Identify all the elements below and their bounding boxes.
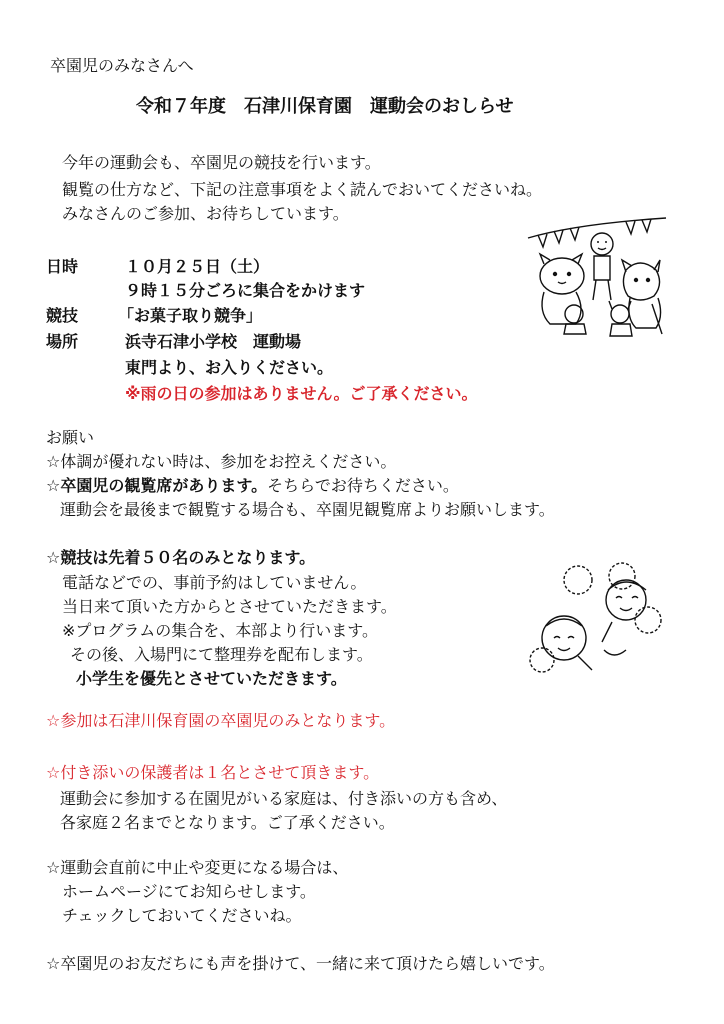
star-icon: ☆ <box>46 954 61 973</box>
request-subtext: 電話などでの、事前予約はしていません。 <box>62 573 367 592</box>
date-value: １０月２５日（土） <box>125 257 270 276</box>
request-text: そちらでお待ちください。 <box>267 476 459 495</box>
place-value: 浜寺石津小学校 運動場 <box>125 332 302 351</box>
request-text: 運動会直前に中止や変更になる場合は、 <box>60 858 349 877</box>
request-subtext: 当日来て頂いた方からとさせていただきます。 <box>62 597 397 616</box>
cheering-children-illustration <box>528 560 668 678</box>
event-value: 「お菓子取り競争」 <box>118 306 263 325</box>
request-item-guardian <box>46 763 379 783</box>
star-icon: ☆ <box>46 711 61 730</box>
intro-line-2: 観覧の仕方など、下記の注意事項をよく読んでおいてくださいね。 <box>62 180 543 199</box>
request-subtext: チェックしておいてくださいね。 <box>62 906 302 925</box>
request-subtext: その後、入場門にて整理券を配布します。 <box>70 645 373 664</box>
request-text: 付き添いの保護者は１名とさせて頂きます。 <box>60 763 380 782</box>
star-icon: ☆ <box>46 548 61 567</box>
star-icon: ☆ <box>46 452 61 471</box>
request-text: 卒園児のお友だちにも声を掛けて、一緒に来て頂けたら嬉しいです。 <box>60 954 555 973</box>
star-icon: ☆ <box>46 858 61 877</box>
request-text: 体調が優れない時は、参加をお控えください。 <box>60 452 397 471</box>
request-subtext: ホームページにてお知らせします。 <box>62 882 316 901</box>
request-item-eligibility <box>46 711 395 731</box>
page-title: 令和７年度 石津川保育園 運動会のおしらせ <box>136 96 514 117</box>
sports-day-animals-illustration <box>526 214 668 344</box>
request-item-capacity <box>46 548 315 568</box>
star-icon: ☆ <box>46 763 61 782</box>
event-label: 競技 <box>46 306 79 325</box>
request-text-bold: 卒園児の観覧席があります。 <box>60 476 268 495</box>
place-label: 場所 <box>46 332 79 351</box>
intro-line-1: 今年の運動会も、卒園児の競技を行います。 <box>62 153 381 172</box>
request-item-cancellation <box>46 858 348 878</box>
request-subtext-bold: 小学生を優先とさせていただきます。 <box>76 669 347 688</box>
request-subtext: 運動会を最後まで観覧する場合も、卒園児観覧席よりお願いします。 <box>60 500 555 519</box>
request-subtext: ※プログラムの集合を、本部より行います。 <box>62 621 378 640</box>
request-item-health <box>46 452 396 472</box>
request-subtext: 各家庭２名までとなります。ご了承ください。 <box>60 813 395 832</box>
request-text: 参加は石津川保育園の卒園児のみとなります。 <box>60 711 396 730</box>
request-subtext: 運動会に参加する在園児がいる家庭は、付き添いの方も含め、 <box>60 789 508 808</box>
star-icon: ☆ <box>46 476 61 495</box>
request-item-invite <box>46 954 555 974</box>
request-item-seating <box>46 476 459 496</box>
requests-heading: お願い <box>46 428 95 447</box>
time-value: ９時１５分ごろに集合をかけます <box>125 281 366 300</box>
rain-note: ※雨の日の参加はありません。ご了承ください。 <box>125 384 478 403</box>
date-label: 日時 <box>46 257 79 276</box>
greeting: 卒園児のみなさんへ <box>50 56 194 75</box>
entrance-note: 東門より、お入りください。 <box>125 358 334 377</box>
request-text-bold: 競技は先着５０名のみとなります。 <box>60 548 316 567</box>
intro-line-3: みなさんのご参加、お待ちしています。 <box>62 204 349 223</box>
